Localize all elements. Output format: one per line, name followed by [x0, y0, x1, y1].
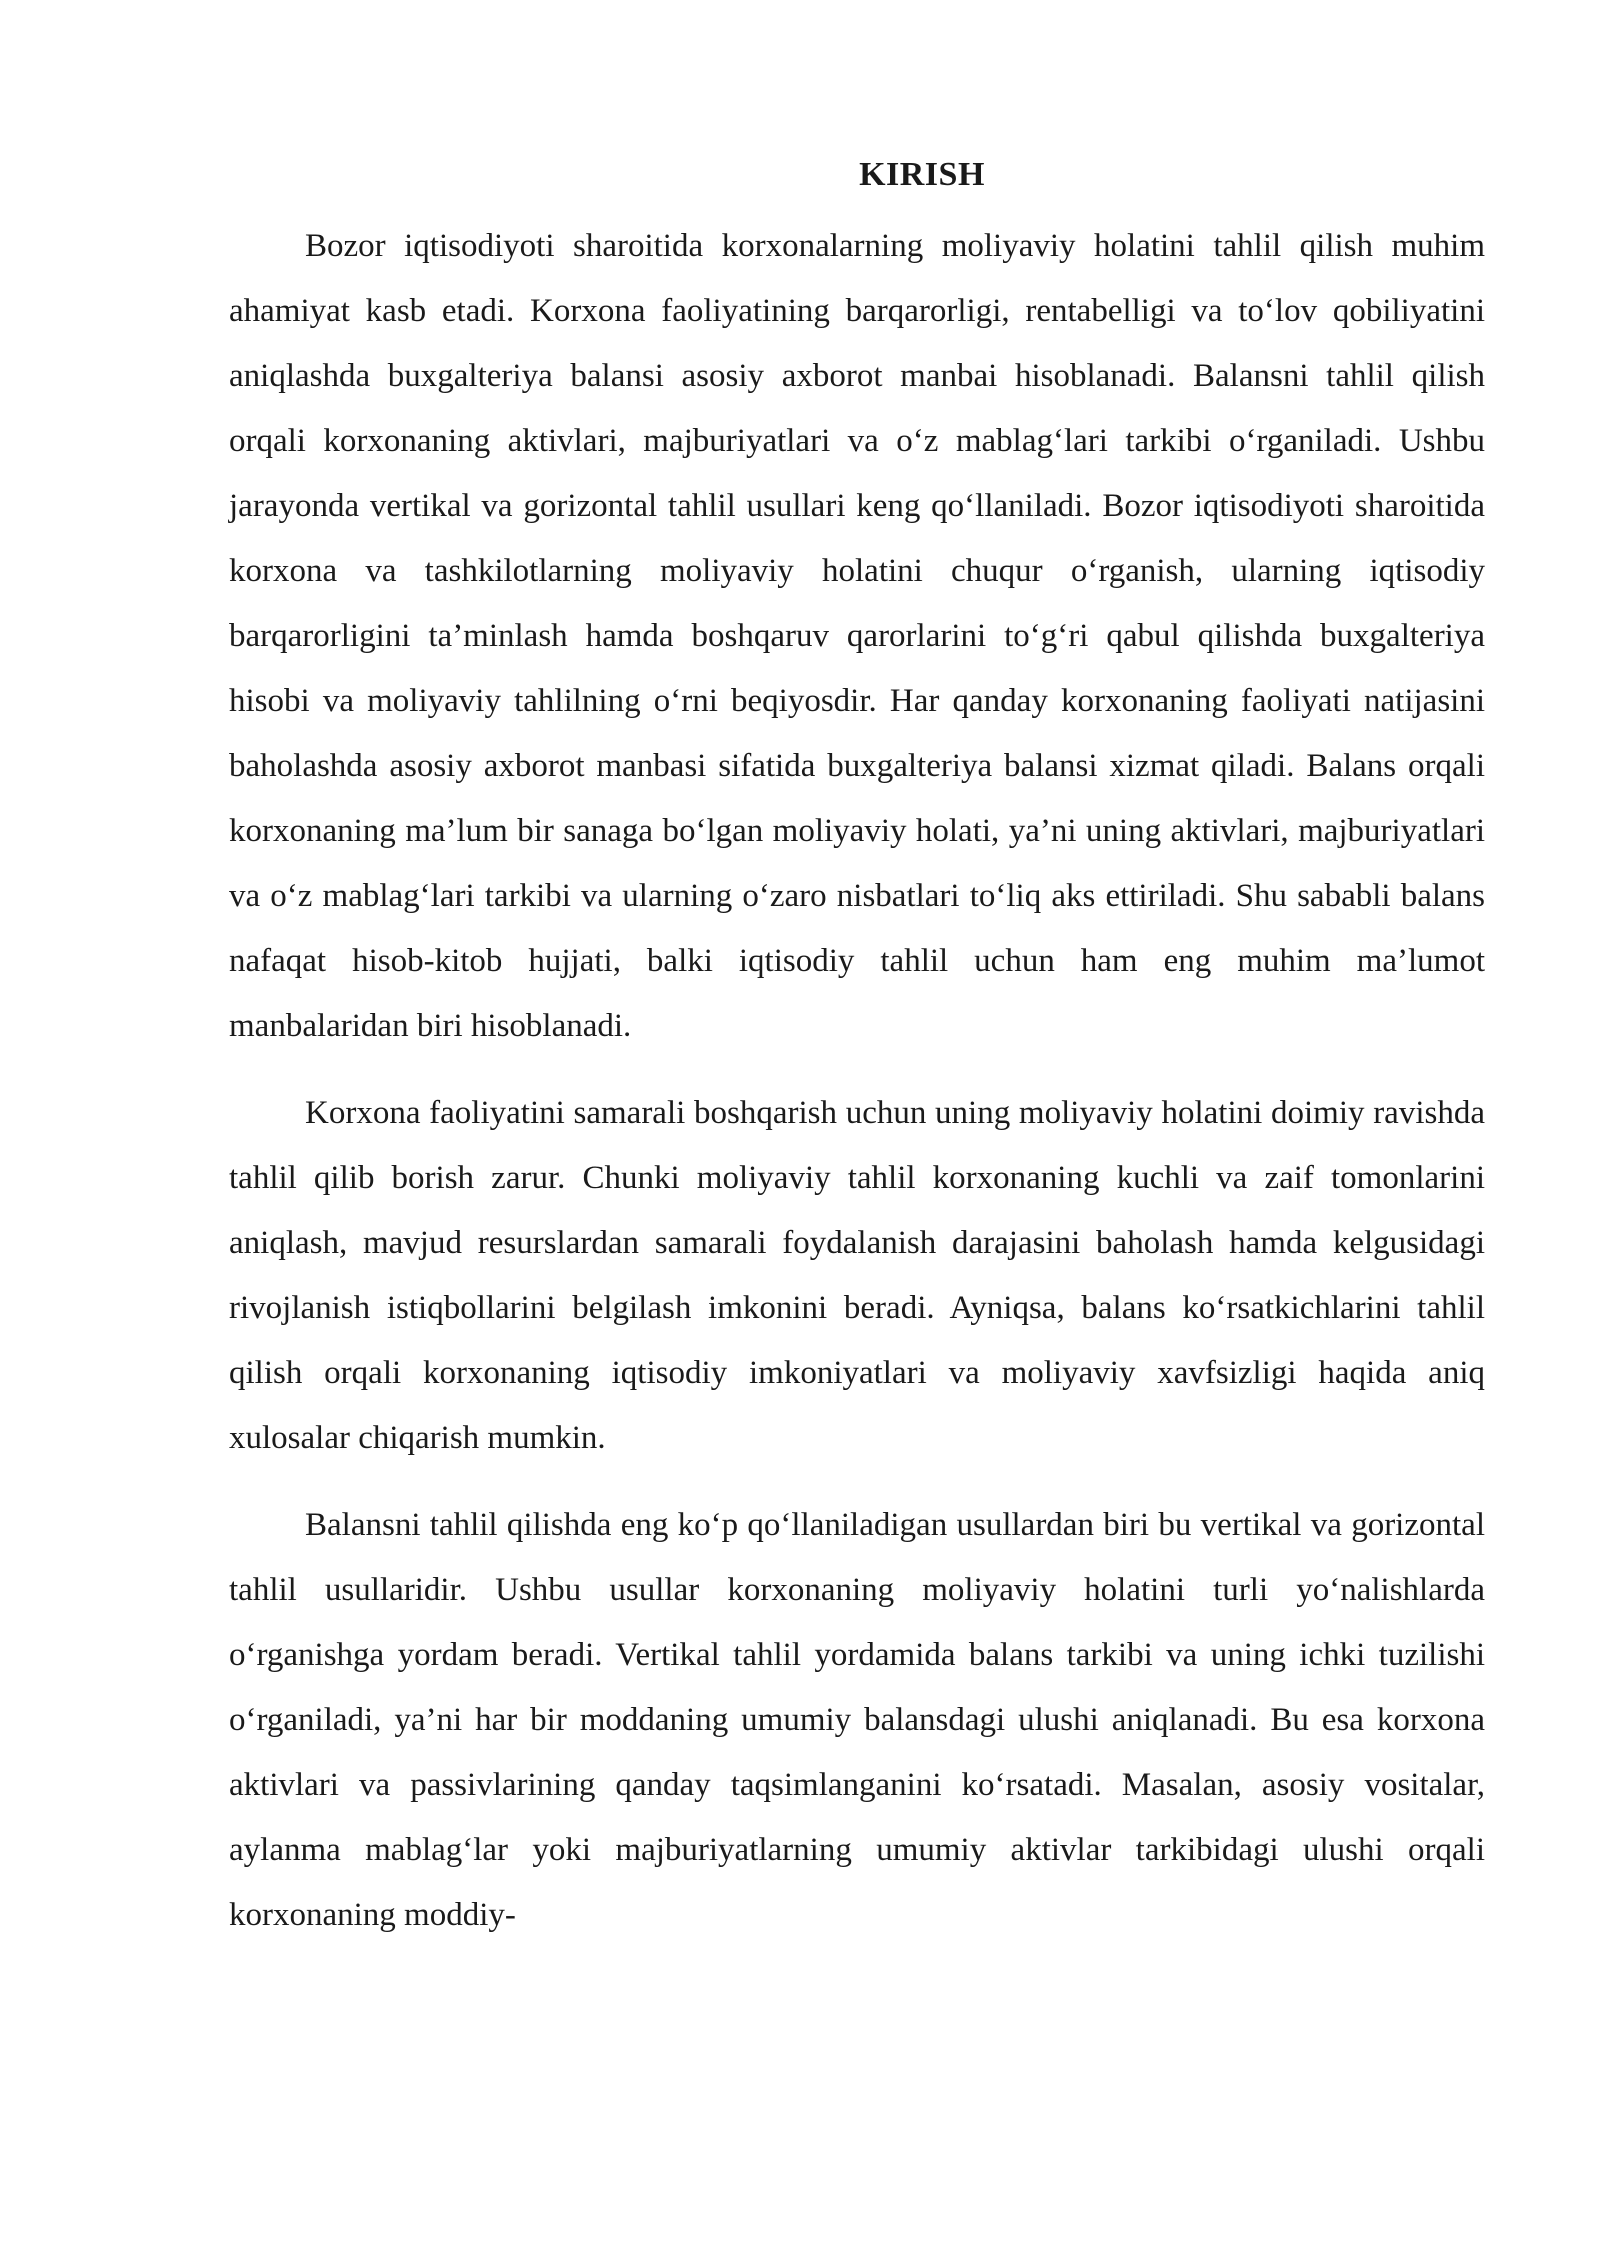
document-body [229, 150, 1485, 1970]
paragraph-3: Balansni tahlil qilishda eng ko‘p qo‘llaniladigan usullardan biri bu vertikal va gorizontal tahlil usullaridir. Ushbu usullar korxonaning moliyaviy holatini turli yo‘nalishlarda o‘rganishga yordam beradi. Vertikal tahlil yordamida balans tarkibi va uning ichki tuzilishi o‘rganiladi, ya’ni har bir moddaning umumiy balansdagi ulushi aniqlanadi. Bu esa korxona aktivlari va passivlarining qanday taqsimlanganini ko‘rsatadi. Masalan, asosiy vositalar, aylanma mablag‘lar yoki majburiyatlarning umumiy aktivlar tarkibidagi ulushi orqali korxonaning moddiy- [229, 1507, 1485, 1933]
paragraph-2: Korxona faoliyatini samarali boshqarish uchun uning moliyaviy holatini doimiy ravishda tahlil qilib borish zarur. Chunki moliyaviy tahlil korxonaning kuchli va zaif tomonlarini aniqlash, mavjud resurslardan samarali foydalanish darajasini baholash hamda kelgusidagi rivojlanish istiqbollarini belgilash imkonini beradi. Ayniqsa, balans ko‘rsatkichlarini tahlil qilish orqali korxonaning iqtisodiy imkoniyatlari va moliyaviy xavfsizligi haqida aniq xulosalar chiqarish mumkin. [229, 1095, 1485, 1456]
paragraph-1: Bozor iqtisodiyoti sharoitida korxonalarning moliyaviy holatini tahlil qilish muhim ahamiyat kasb etadi. Korxona faoliyatining barqarorligi, rentabelligi va to‘lov qobiliyatini aniqlashda buxgalteriya balansi asosiy axborot manbai hisoblanadi. Balansni tahlil qilish orqali korxonaning aktivlari, majburiyatlari va o‘z mablag‘lari tarkibi o‘rganiladi. Ushbu jarayonda vertikal va gorizontal tahlil usullari keng qo‘llaniladi. Bozor iqtisodiyoti sharoitida korxona va tashkilotlarning moliyaviy holatini chuqur o‘rganish, ularning iqtisodiy barqarorligini ta’minlash hamda boshqaruv qarorlarini to‘g‘ri qabul qilishda buxgalteriya hisobi va moliyaviy tahlilning o‘rni beqiyosdir. Har qanday korxonaning faoliyati natijasini baholashda asosiy axborot manbasi sifatida buxgalteriya balansi xizmat qiladi. Balans orqali korxonaning ma’lum bir sanaga bo‘lgan moliyaviy holati, ya’ni uning aktivlari, majburiyatlari va o‘z mablag‘lari tarkibi va ularning o‘zaro nisbatlari to‘liq aks ettiriladi. Shu sababli balans nafaqat hisob-kitob hujjati, balki iqtisodiy tahlil uchun ham eng muhim ma’lumot manbalaridan biri hisoblanadi. [229, 228, 1485, 1044]
page-title: KIRISH [859, 156, 985, 193]
